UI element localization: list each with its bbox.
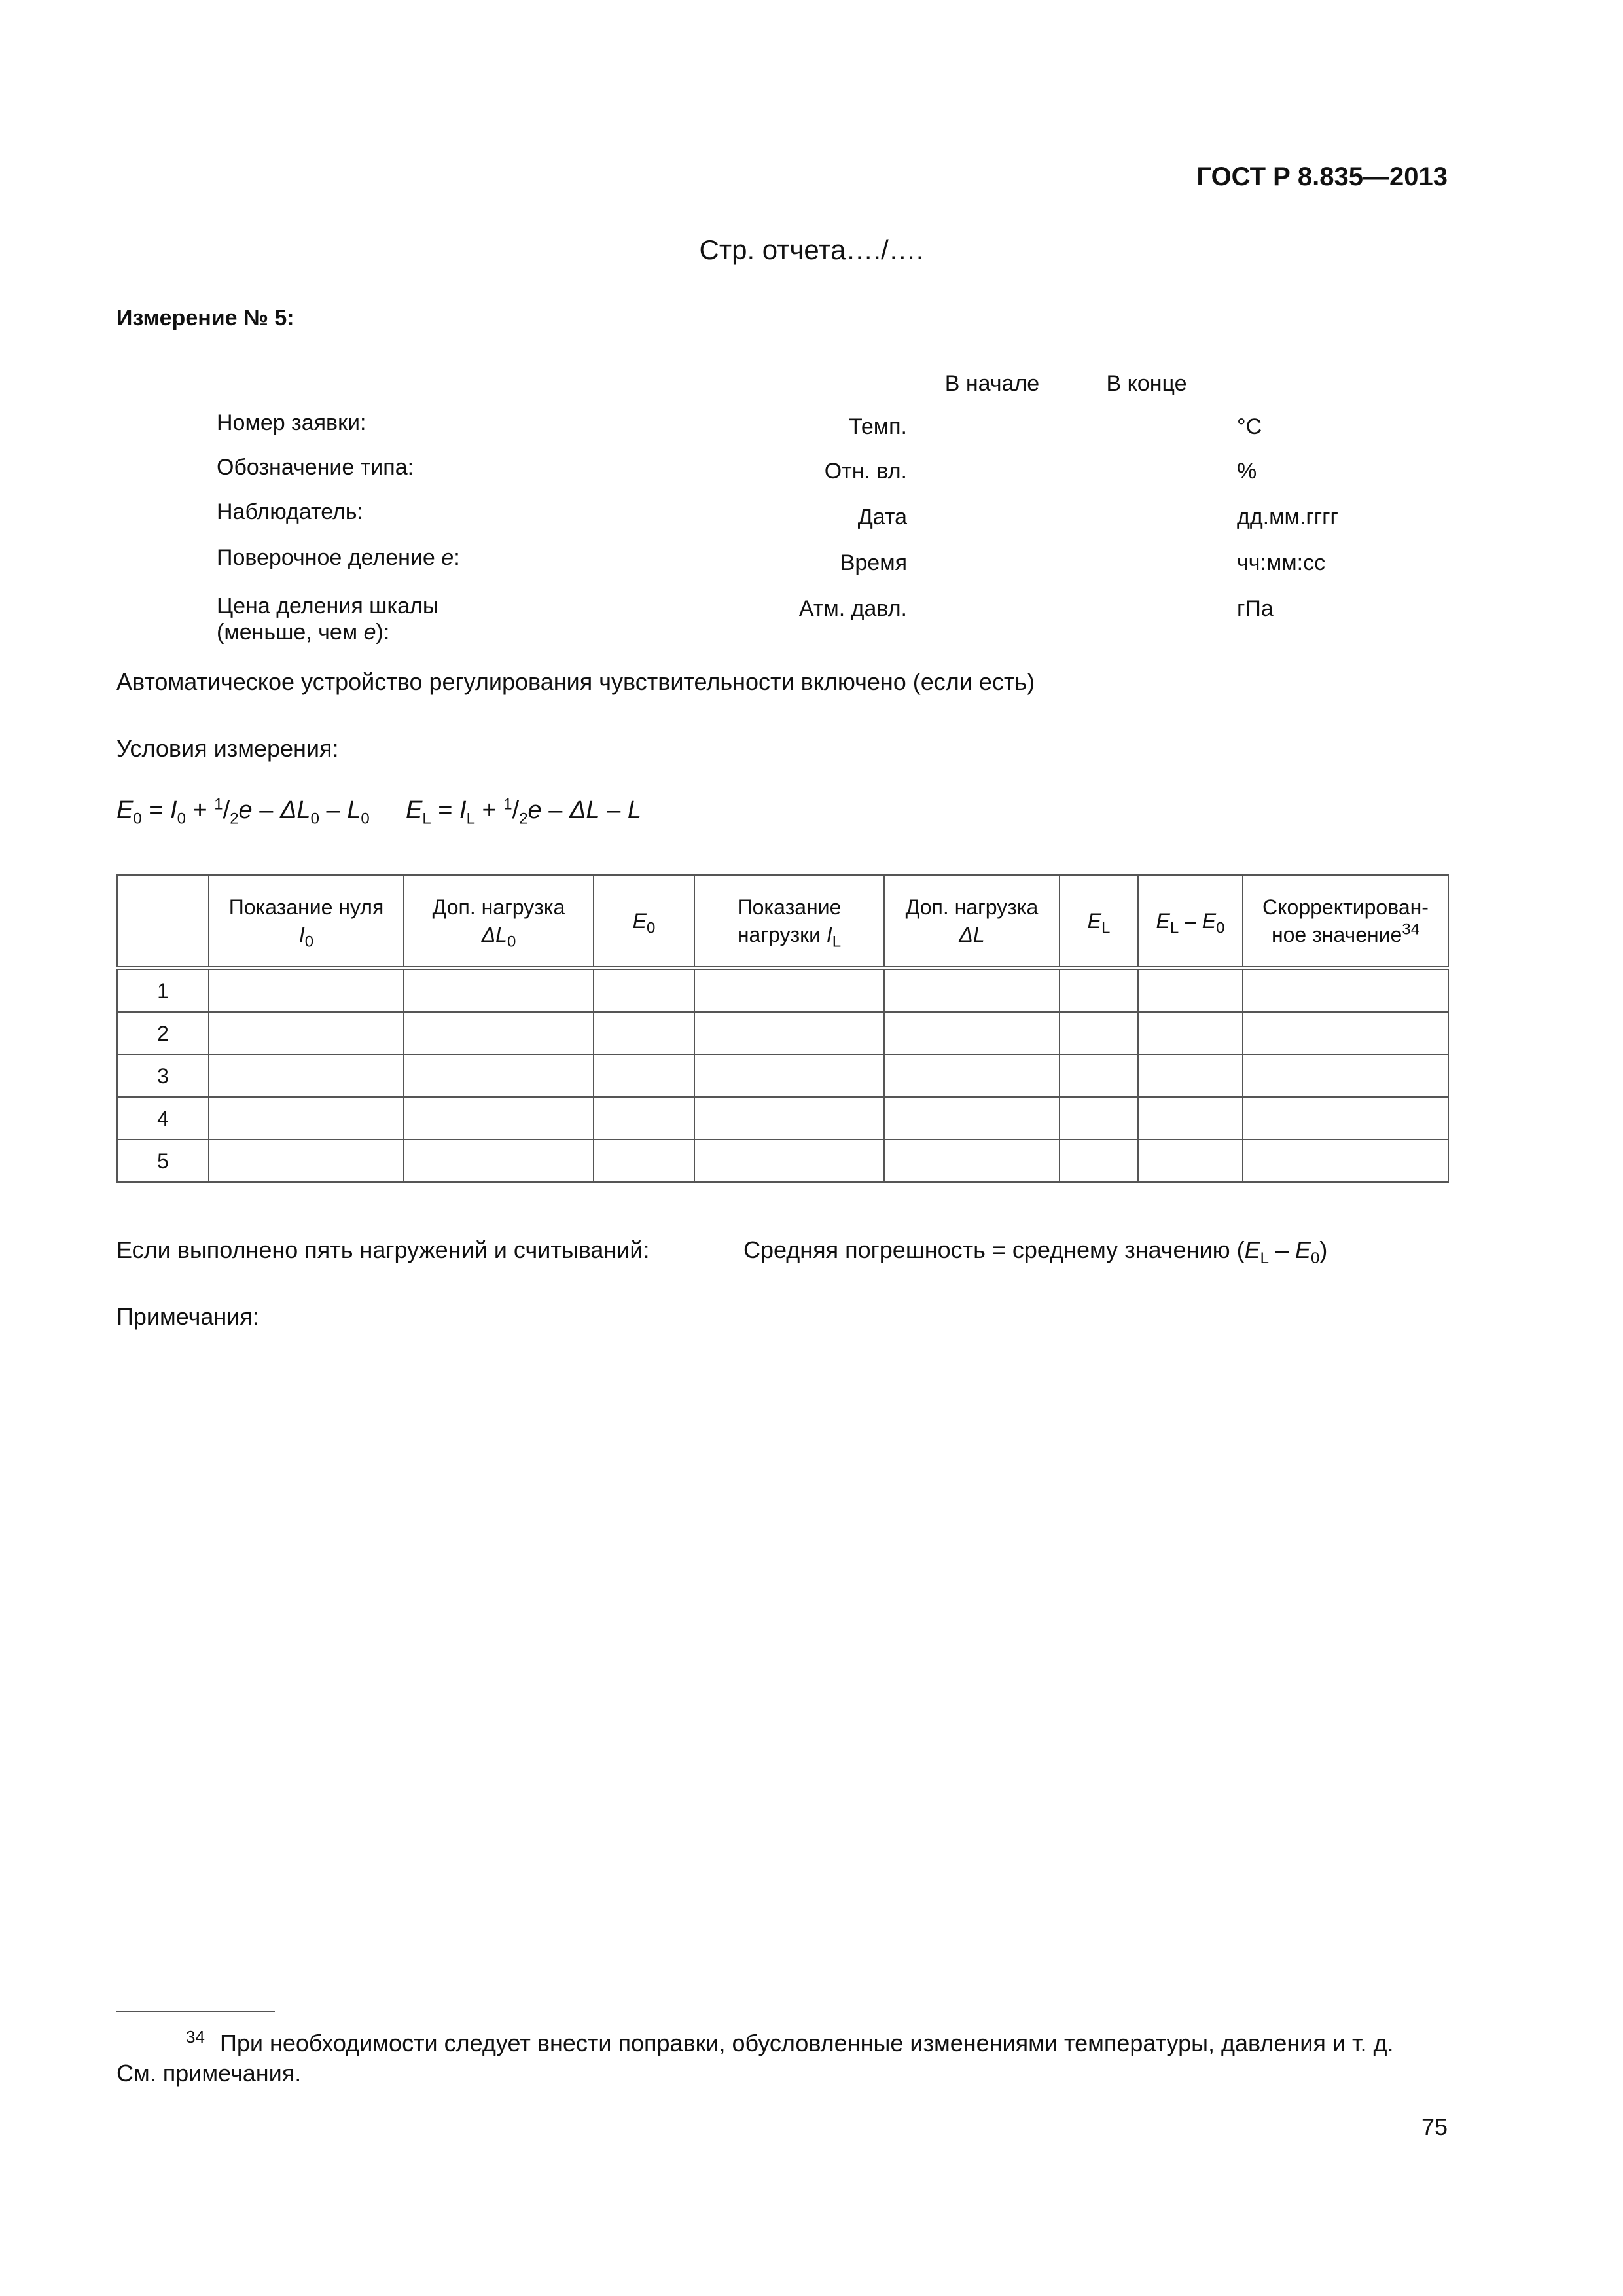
table-cell[interactable]	[1060, 1139, 1138, 1182]
env-temp-end[interactable]	[1069, 402, 1226, 450]
table-cell[interactable]	[1243, 1012, 1448, 1054]
header-row-number	[117, 875, 209, 968]
table-cell[interactable]	[884, 1097, 1060, 1139]
section-title: Измерение № 5:	[116, 306, 294, 331]
header-corrected-value: Скорректирован- ное значение$^{34}$	[1243, 875, 1448, 968]
env-temp-start[interactable]	[915, 402, 1071, 450]
table-cell[interactable]	[1060, 1097, 1138, 1139]
formula-e0: $E_0 = I_0 + ^1/_2e - \Delta L_0 - L_0$	[116, 795, 370, 828]
env-date-end[interactable]	[1069, 493, 1226, 541]
row-number: 3	[117, 1054, 209, 1097]
env-unit-temp: °С	[1237, 414, 1262, 439]
table-cell[interactable]	[594, 1139, 694, 1182]
env-label-humidity: Отн. вл.	[824, 459, 907, 484]
table-cell[interactable]	[1060, 968, 1138, 1012]
env-time-end[interactable]	[1069, 539, 1226, 587]
table-cell[interactable]	[1138, 1139, 1243, 1182]
env-label-pressure: Атм. давл.	[798, 596, 907, 621]
table-cell[interactable]	[594, 1054, 694, 1097]
table-cell[interactable]	[1138, 1012, 1243, 1054]
table-cell[interactable]	[1243, 1139, 1448, 1182]
field-label-request-number: Номер заявки:	[217, 410, 366, 435]
conditions-field[interactable]	[353, 736, 804, 762]
field-label-scale-interval-note: (меньше, чем е):	[217, 620, 390, 645]
auto-device-text: Автоматическое устройство регулирования чувствительности включено (если есть)	[116, 668, 1035, 695]
table-cell[interactable]	[1060, 1012, 1138, 1054]
table-cell[interactable]	[404, 968, 594, 1012]
footnote-text-2: См. примечания.	[116, 2060, 302, 2087]
table-cell[interactable]	[1138, 1054, 1243, 1097]
table-cell[interactable]	[404, 1012, 594, 1054]
table-cell[interactable]	[404, 1054, 594, 1097]
field-label-type-designation: Обозначение типа:	[217, 455, 414, 480]
header-el: $E_L$	[1060, 875, 1138, 968]
table-cell[interactable]	[594, 968, 694, 1012]
table-cell[interactable]	[884, 1012, 1060, 1054]
table-cell[interactable]	[209, 1139, 404, 1182]
row-number: 2	[117, 1012, 209, 1054]
table-cell[interactable]	[209, 1097, 404, 1139]
env-label-time: Время	[840, 550, 907, 575]
table-cell[interactable]	[1138, 968, 1243, 1012]
row-number: 1	[117, 968, 209, 1012]
row-number: 5	[117, 1139, 209, 1182]
env-pressure-end[interactable]	[1069, 585, 1226, 633]
five-loads-text: Если выполнено пять нагружений и считываний:	[116, 1236, 650, 1263]
document-code: ГОСТ Р 8.835—2013	[1196, 162, 1448, 191]
table-cell[interactable]	[1243, 968, 1448, 1012]
header-zero-reading: Показание нуля $I_0$	[209, 875, 404, 968]
formula-el: $E_L = I_L + ^1/_2e - \Delta L - L$	[406, 795, 641, 828]
conditions-label: Условия измерения:	[116, 735, 339, 762]
table-cell[interactable]	[594, 1097, 694, 1139]
table-cell[interactable]	[884, 1054, 1060, 1097]
header-additional-load-0: Доп. нагрузка $\Delta L_0$	[404, 875, 594, 968]
table-cell[interactable]	[1138, 1097, 1243, 1139]
header-el-minus-e0: $E_L - E_0$	[1138, 875, 1243, 968]
table-cell[interactable]	[594, 1012, 694, 1054]
table-cell[interactable]	[884, 1139, 1060, 1182]
observer-field[interactable]	[482, 496, 730, 522]
scale-interval-field[interactable]	[484, 590, 730, 617]
report-page-indicator: Стр. отчета…./….	[699, 234, 924, 265]
table-cell[interactable]	[1060, 1054, 1138, 1097]
env-time-start[interactable]	[915, 539, 1071, 587]
table-row	[117, 1097, 1448, 1139]
notes-label: Примечания:	[116, 1303, 259, 1330]
footnote-mark: 34	[186, 2027, 205, 2047]
header-e0: $E_0$	[594, 875, 694, 968]
verification-interval-field[interactable]	[486, 542, 733, 568]
env-unit-pressure: гПа	[1237, 596, 1274, 621]
table-row	[117, 968, 1448, 1012]
field-label-observer: Наблюдатель:	[217, 499, 363, 524]
env-unit-humidity: %	[1237, 459, 1257, 484]
table-cell[interactable]	[404, 1097, 594, 1139]
table-cell[interactable]	[694, 1054, 884, 1097]
table-row	[117, 1054, 1448, 1097]
env-unit-date: дд.мм.гггг	[1237, 505, 1338, 529]
table-cell[interactable]	[209, 1012, 404, 1054]
field-label-scale-interval: Цена деления шкалы	[217, 594, 439, 619]
type-designation-field[interactable]	[484, 452, 730, 478]
footnote-text: При необходимости следует внести поправки, обусловленные изменениями температуры, давления и т. д.	[220, 2030, 1394, 2056]
table-row	[117, 1012, 1448, 1054]
env-humidity-start[interactable]	[915, 448, 1071, 495]
table-cell[interactable]	[694, 1139, 884, 1182]
table-cell[interactable]	[884, 968, 1060, 1012]
header-additional-load: Доп. нагрузка ΔL	[884, 875, 1060, 968]
env-col-start: В начале	[944, 371, 1040, 396]
table-row	[117, 1139, 1448, 1182]
request-number-field[interactable]	[484, 406, 730, 432]
env-humidity-end[interactable]	[1069, 448, 1226, 495]
env-date-start[interactable]	[915, 493, 1071, 541]
table-cell[interactable]	[209, 1054, 404, 1097]
table-header-row	[117, 875, 1448, 968]
header-load-reading: Показание нагрузки $I_L$	[694, 875, 884, 968]
measurement-table	[116, 874, 1449, 1183]
table-cell[interactable]	[694, 968, 884, 1012]
table-cell[interactable]	[1243, 1097, 1448, 1139]
env-label-temp: Темп.	[848, 414, 907, 439]
field-label-verification-interval: Поверочное деление е:	[217, 545, 460, 570]
mean-error-field[interactable]	[1360, 1237, 1452, 1271]
env-col-end: В конце	[1106, 371, 1187, 396]
footnote-divider	[116, 2011, 275, 2012]
mean-error-text: Средняя погрешность = среднему значению $(E_L - E_0)$	[743, 1236, 1328, 1268]
table-cell[interactable]	[404, 1139, 594, 1182]
env-pressure-start[interactable]	[915, 585, 1071, 633]
page-number: 75	[1421, 2113, 1448, 2140]
table-cell[interactable]	[1243, 1054, 1448, 1097]
row-number: 4	[117, 1097, 209, 1139]
table-cell[interactable]	[209, 968, 404, 1012]
env-label-date: Дата	[857, 505, 907, 529]
env-unit-time: чч:мм:сс	[1237, 550, 1326, 575]
table-cell[interactable]	[694, 1012, 884, 1054]
table-cell[interactable]	[694, 1097, 884, 1139]
